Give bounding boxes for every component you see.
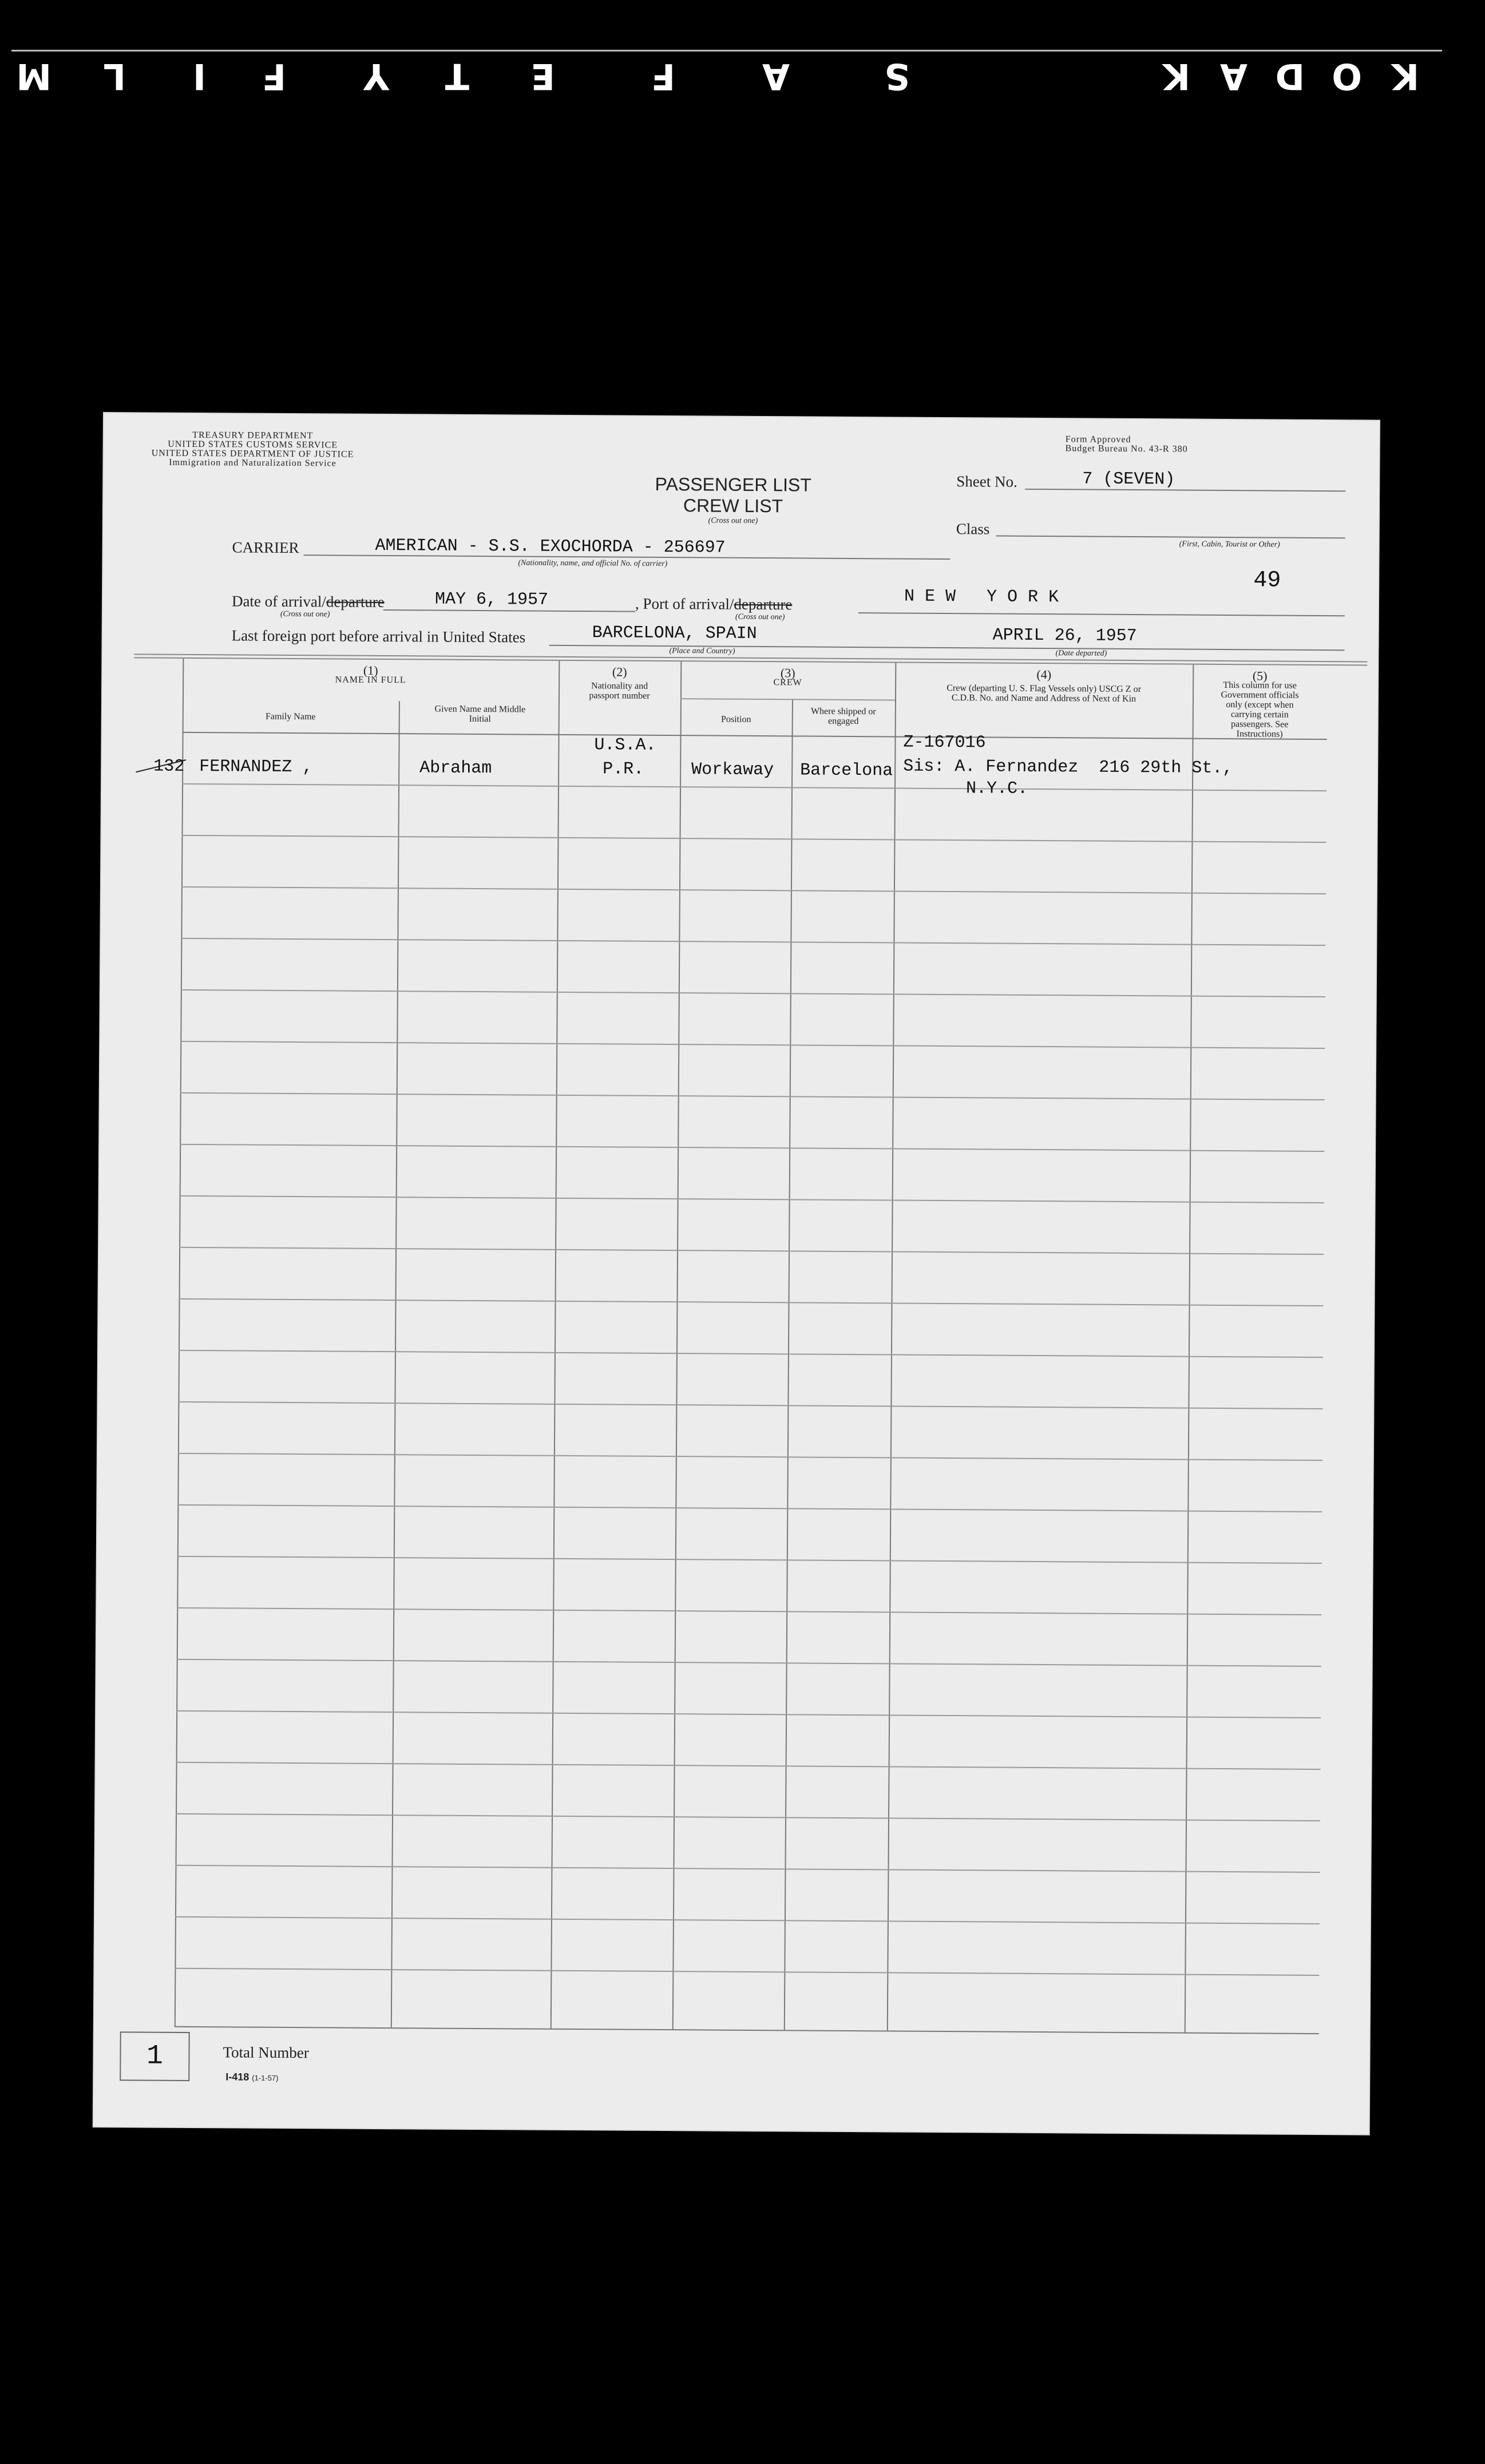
film-letter: K bbox=[1391, 56, 1419, 97]
col3-title: CREW bbox=[773, 678, 802, 688]
row-rule bbox=[176, 1813, 1320, 1821]
form-approved-block bbox=[1066, 435, 1188, 454]
row-rule bbox=[180, 1144, 1324, 1152]
film-letter: Y bbox=[363, 56, 389, 97]
film-letter: K bbox=[1162, 56, 1190, 97]
port-label-text: , Port of arrival/ bbox=[635, 595, 734, 613]
where-shipped: Barcelona bbox=[800, 760, 893, 781]
col-divider-name-nationality bbox=[551, 661, 560, 2029]
row-rule bbox=[182, 783, 1326, 791]
row-rule bbox=[177, 1504, 1322, 1512]
carrier-hint: (Nationality, name, and official No. of carrier) bbox=[518, 558, 668, 569]
col5-number: (5) bbox=[1252, 668, 1268, 683]
col-divider-left bbox=[175, 659, 184, 2026]
row-rule bbox=[180, 1092, 1325, 1100]
carrier-label: CARRIER bbox=[232, 538, 299, 557]
col1-number: (1) bbox=[363, 663, 378, 678]
date-hint: (Cross out one) bbox=[280, 609, 330, 619]
film-letter: A bbox=[762, 56, 790, 97]
form-number-text: I-418 bbox=[225, 2071, 250, 2083]
place-hint: (Place and Country) bbox=[669, 647, 735, 656]
col3-position-header: Position bbox=[720, 714, 751, 724]
col3-header bbox=[680, 667, 895, 688]
col2-header bbox=[559, 664, 680, 701]
budget-bureau: Budget Bureau No. 43-R 380 bbox=[1065, 443, 1188, 454]
last-port-label: Last foreign port before arrival in United States bbox=[231, 627, 526, 646]
crew-subheader-rule bbox=[680, 698, 895, 700]
film-letter: F bbox=[651, 56, 675, 97]
date-of-arrival-label bbox=[232, 592, 385, 611]
row-rule bbox=[175, 1968, 1319, 1976]
agency-line: Immigration and Naturalization Service bbox=[169, 457, 336, 469]
film-letter: A bbox=[1220, 56, 1248, 97]
film-letter: I bbox=[192, 56, 206, 97]
agency-line: UNITED STATES DEPARTMENT OF JUSTICE bbox=[151, 448, 354, 459]
film-letter: O bbox=[1332, 56, 1362, 97]
title-passenger-list: PASSENGER LIST bbox=[655, 473, 811, 496]
last-port-value: BARCELONA, SPAIN bbox=[592, 623, 757, 644]
col2-title: Nationality and passport number bbox=[589, 681, 650, 701]
col1-title: NAME IN FULL bbox=[335, 675, 406, 686]
col3-number: (3) bbox=[780, 665, 795, 680]
col3-where-header: Where shipped or engaged bbox=[810, 706, 876, 727]
nationality: U.S.A. bbox=[594, 735, 656, 755]
kin-city: N.Y.C. bbox=[965, 779, 1028, 799]
total-number-label: Total Number bbox=[223, 2043, 309, 2062]
row-rule bbox=[176, 1762, 1321, 1770]
row-rule bbox=[176, 1710, 1321, 1718]
row-rule bbox=[179, 1247, 1324, 1255]
date-departed-hint: (Date departed) bbox=[1055, 649, 1107, 658]
col4-title: Crew (departing U. S. Flag Vessels only) USCG Z or C.D.B. No. and Name and Address of Next of Kin bbox=[947, 683, 1141, 704]
carrier-value: AMERICAN - S.S. EXOCHORDA - 256697 bbox=[375, 536, 726, 558]
col4-number: (4) bbox=[1036, 667, 1052, 682]
z-number: Z-167016 bbox=[903, 732, 986, 753]
handwritten-number: 49 bbox=[1253, 568, 1281, 594]
film-letter: T bbox=[445, 56, 469, 97]
film-edge-line bbox=[11, 50, 1442, 52]
form-title bbox=[613, 473, 854, 526]
row-rule bbox=[179, 1298, 1324, 1306]
row-rule bbox=[181, 835, 1326, 843]
row-rule bbox=[178, 1401, 1322, 1409]
col5-title: This column for use Government officials only (except when carrying certain passengers. See Instructions) bbox=[1221, 680, 1299, 739]
row-rule bbox=[177, 1556, 1322, 1564]
col-divider-family-given bbox=[391, 701, 400, 2027]
total-number-value: 1 bbox=[146, 2041, 164, 2072]
class-hint: (First, Cabin, Tourist or Other) bbox=[1179, 540, 1280, 549]
film-letter: D bbox=[1275, 56, 1305, 97]
film-letter: E bbox=[530, 56, 555, 97]
row-rule bbox=[178, 1453, 1322, 1461]
col1-given-header: Given Name and Middle Initial bbox=[434, 704, 526, 724]
form-date-text: (1-1-57) bbox=[252, 2073, 279, 2082]
row-rule bbox=[175, 1865, 1320, 1873]
port-struck-text: departure bbox=[734, 595, 793, 613]
col-divider-nationality-crew bbox=[672, 661, 682, 2029]
date-underline bbox=[383, 609, 635, 612]
last-port-underline bbox=[549, 645, 1345, 651]
film-letter: M bbox=[16, 56, 52, 97]
col-divider-crew-kin bbox=[887, 663, 897, 2030]
position: Workaway bbox=[691, 760, 774, 781]
row-rule bbox=[179, 1350, 1323, 1358]
passport: P.R. bbox=[603, 759, 644, 779]
total-number-box bbox=[120, 2031, 190, 2081]
col-divider-position-where bbox=[784, 699, 793, 2030]
form-approved: Form Approved bbox=[1065, 434, 1131, 445]
col-divider-kin-officials bbox=[1185, 665, 1194, 2033]
port-hint: (Cross out one) bbox=[735, 612, 785, 622]
row-rule bbox=[180, 1195, 1324, 1203]
next-of-kin: Sis: A. Fernandez 216 29th St., bbox=[903, 756, 1233, 779]
family-name: FERNANDEZ , bbox=[199, 757, 313, 778]
line-number: 132 bbox=[153, 756, 185, 777]
col1-family-header: Family Name bbox=[265, 711, 316, 722]
agency-line: TREASURY DEPARTMENT bbox=[192, 430, 314, 441]
col1-header bbox=[183, 664, 559, 686]
col2-number: (2) bbox=[612, 664, 627, 679]
row-rule bbox=[181, 938, 1325, 946]
col5-header bbox=[1193, 668, 1328, 739]
title-crew-list: CREW LIST bbox=[683, 495, 783, 517]
date-label-text: Date of arrival/ bbox=[231, 592, 327, 611]
agency-block bbox=[138, 430, 367, 468]
film-letter: S bbox=[884, 56, 910, 97]
agency-line: UNITED STATES CUSTOMS SERVICE bbox=[168, 439, 338, 450]
row-rule bbox=[181, 989, 1325, 997]
date-departed-value: APRIL 26, 1957 bbox=[992, 625, 1137, 647]
col4-header bbox=[895, 668, 1193, 704]
row-rule bbox=[181, 886, 1326, 894]
film-letter: L bbox=[103, 56, 126, 97]
class-underline bbox=[996, 536, 1345, 539]
cross-out-hint: (Cross out one) bbox=[708, 516, 758, 525]
port-of-arrival-label bbox=[635, 595, 793, 614]
film-letter: F bbox=[262, 56, 286, 97]
header-bottom-rule bbox=[183, 732, 1327, 740]
given-name: Abraham bbox=[419, 758, 492, 779]
table-bottom-rule bbox=[175, 2026, 1319, 2034]
row-rule bbox=[175, 1916, 1320, 1924]
row-rule bbox=[180, 1041, 1325, 1049]
film-edge-marking bbox=[11, 46, 1442, 97]
form-number bbox=[225, 2071, 278, 2083]
sheet-underline bbox=[1025, 489, 1345, 492]
port-underline bbox=[858, 612, 1345, 616]
date-of-arrival-value: MAY 6, 1957 bbox=[434, 589, 549, 610]
class-label: Class bbox=[956, 520, 990, 538]
sheet-value: 7 (SEVEN) bbox=[1082, 469, 1175, 490]
row-rule bbox=[177, 1659, 1321, 1667]
passenger-list-form bbox=[94, 413, 1379, 2134]
port-of-arrival-value: NEW YORK bbox=[904, 587, 1070, 608]
row-rule bbox=[177, 1607, 1321, 1615]
date-struck-text: departure bbox=[326, 593, 385, 611]
sheet-label: Sheet No. bbox=[956, 473, 1017, 490]
row-rules bbox=[104, 413, 1379, 421]
